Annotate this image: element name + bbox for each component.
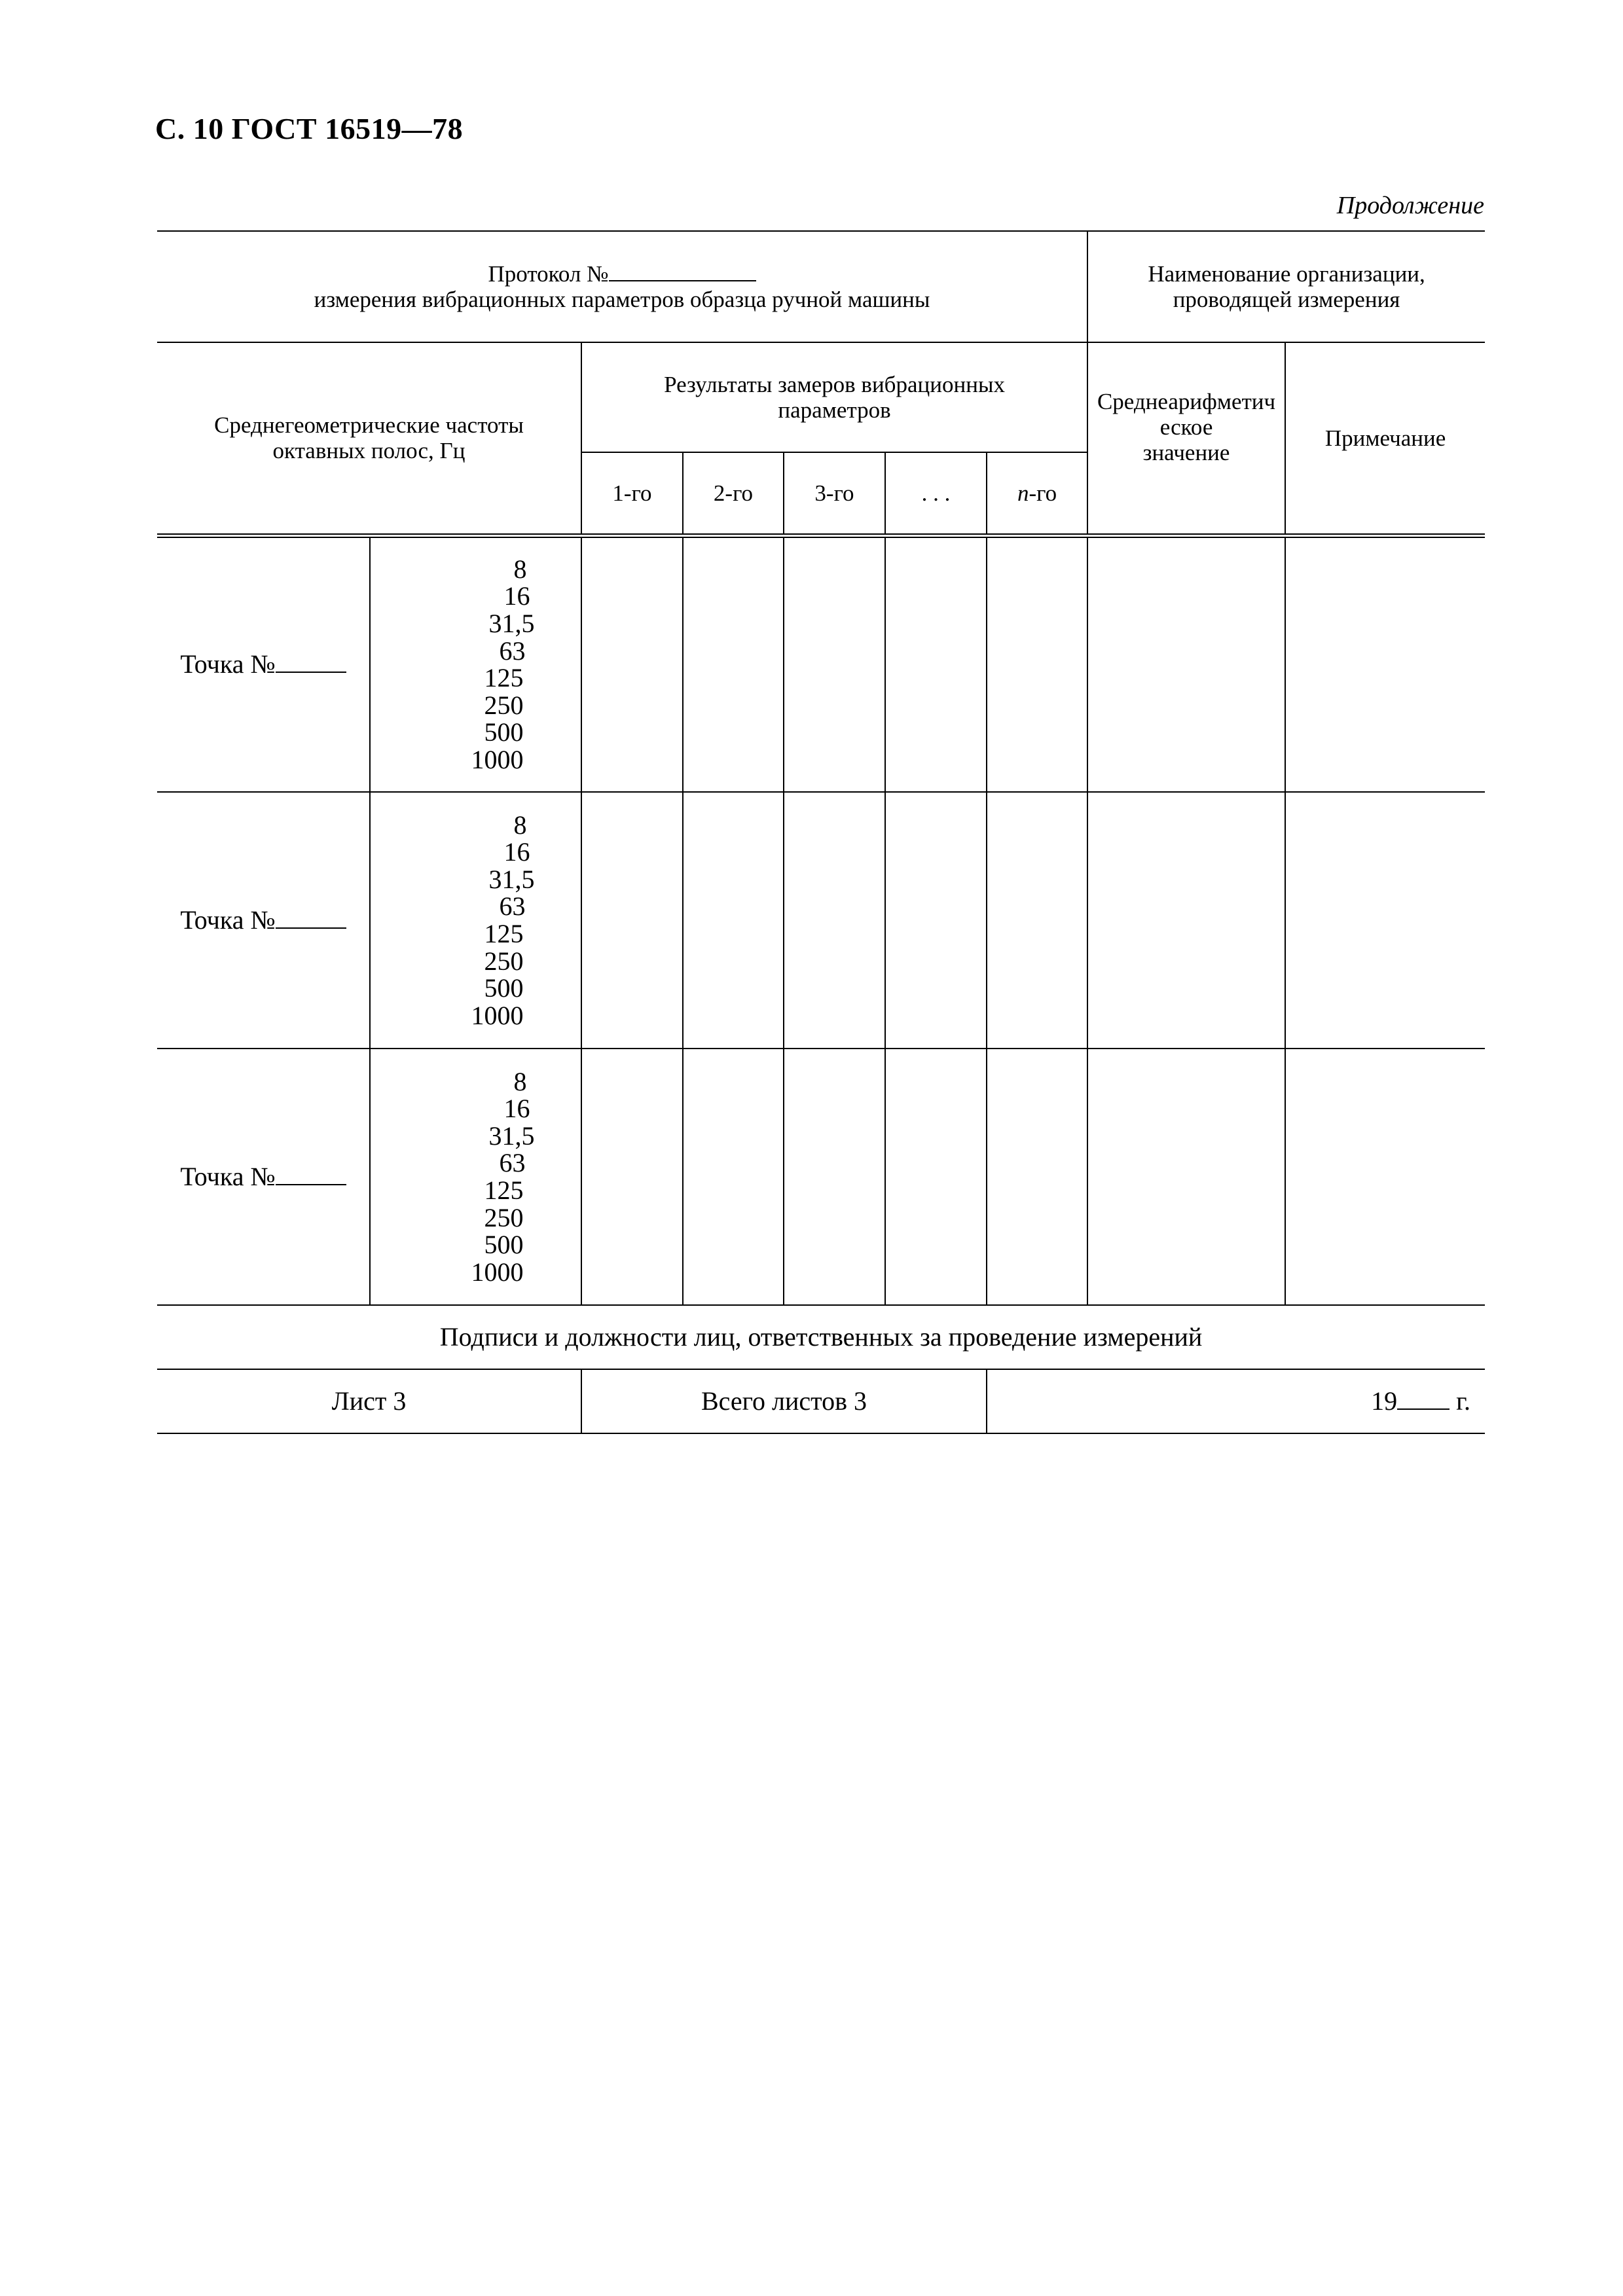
result-cell[interactable] <box>683 792 784 1049</box>
organization-label: Наименование организации, проводящей измерения <box>1148 260 1425 312</box>
mean-value-cell[interactable] <box>1087 792 1285 1049</box>
protocol-subtitle: измерения вибрационных параметров образца ручной машины <box>314 287 930 312</box>
measurement-ellipsis-header: . . . <box>885 452 987 535</box>
point-label: Точка № <box>157 792 370 1049</box>
measurement-1-header: 1-го <box>581 452 683 535</box>
frequency-list: 8 16 31,5 63 125 250 500 1000 <box>370 792 581 1049</box>
year-blank[interactable] <box>1397 1408 1450 1410</box>
result-cell[interactable] <box>784 1049 885 1305</box>
result-cell[interactable] <box>987 535 1087 792</box>
point-number-blank[interactable] <box>276 927 346 929</box>
mean-value-cell[interactable] <box>1087 1049 1285 1305</box>
point-number-blank[interactable] <box>276 672 346 673</box>
mean-value-header: Среднеарифметич еское значение <box>1087 342 1285 535</box>
protocol-title-cell <box>157 231 1087 342</box>
point-label: Точка № <box>157 535 370 792</box>
note-cell[interactable] <box>1285 1049 1485 1305</box>
note-cell[interactable] <box>1285 792 1485 1049</box>
measurement-2-header: 2-го <box>683 452 784 535</box>
note-header: Примечание <box>1285 342 1485 535</box>
result-cell[interactable] <box>784 535 885 792</box>
protocol-number-blank[interactable] <box>609 280 756 281</box>
protocol-table <box>157 230 1485 1434</box>
result-cell[interactable] <box>581 535 683 792</box>
year-field: 19 г. <box>987 1369 1485 1433</box>
signatures-row: Подписи и должности лиц, ответственных за проведение измерений <box>157 1305 1485 1369</box>
result-cell[interactable] <box>885 535 987 792</box>
point-label: Точка № <box>157 1049 370 1305</box>
continuation-label: Продолжение <box>1336 192 1484 219</box>
sheet-number: Лист 3 <box>157 1369 581 1433</box>
frequency-list: 8 16 31,5 63 125 250 500 1000 <box>370 535 581 792</box>
result-cell[interactable] <box>683 1049 784 1305</box>
mean-value-cell[interactable] <box>1087 535 1285 792</box>
note-cell[interactable] <box>1285 535 1485 792</box>
point-row <box>157 535 1485 792</box>
organization-cell <box>1087 231 1485 342</box>
results-header: Результаты замеров вибрационных параметров <box>581 342 1087 452</box>
total-sheets: Всего листов 3 <box>581 1369 987 1433</box>
result-cell[interactable] <box>784 792 885 1049</box>
result-cell[interactable] <box>885 792 987 1049</box>
page-header: С. 10 ГОСТ 16519—78 <box>155 112 464 145</box>
result-cell[interactable] <box>987 792 1087 1049</box>
point-row <box>157 792 1485 1049</box>
result-cell[interactable] <box>683 535 784 792</box>
frequency-list: 8 16 31,5 63 125 250 500 1000 <box>370 1049 581 1305</box>
result-cell[interactable] <box>885 1049 987 1305</box>
point-row <box>157 1049 1485 1305</box>
point-number-blank[interactable] <box>276 1184 346 1185</box>
measurement-n-header: n-го <box>987 452 1087 535</box>
result-cell[interactable] <box>987 1049 1087 1305</box>
protocol-label: Протокол № <box>488 260 609 287</box>
frequency-header: Среднегеометрические частоты октавных полос, Гц <box>157 342 581 535</box>
result-cell[interactable] <box>581 1049 683 1305</box>
measurement-3-header: 3-го <box>784 452 885 535</box>
result-cell[interactable] <box>581 792 683 1049</box>
